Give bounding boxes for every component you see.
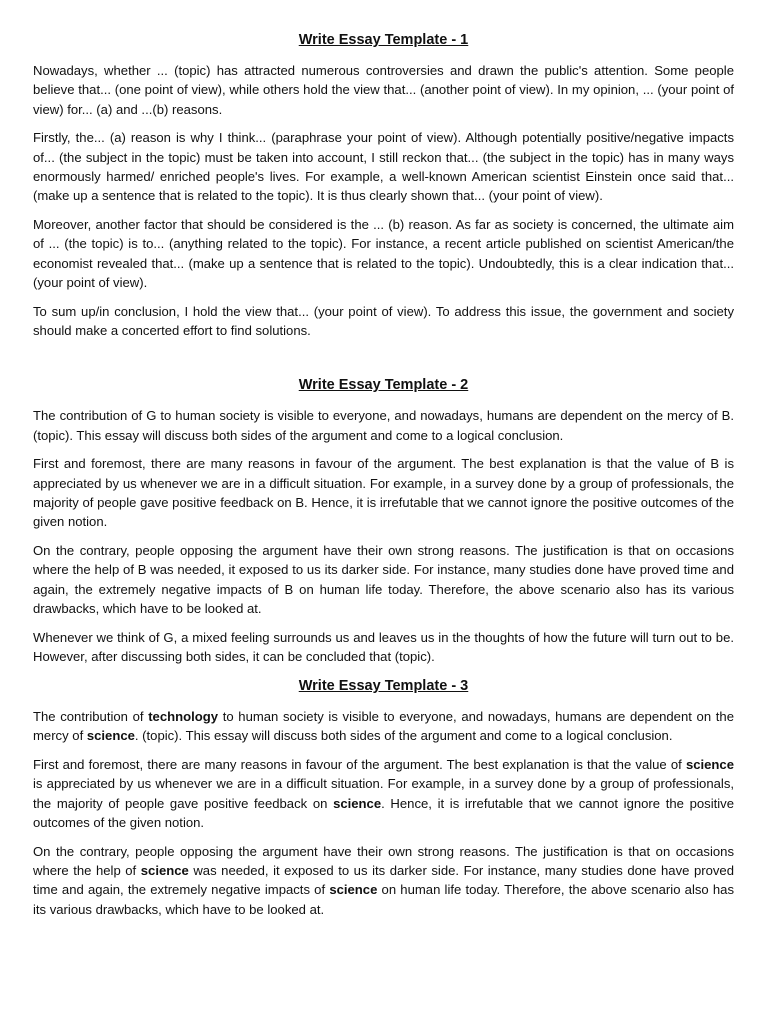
essay-template-3: [33, 676, 734, 919]
paragraph: [33, 628, 734, 667]
paragraph: [33, 454, 734, 531]
bold-keyword: science: [329, 882, 378, 898]
paragraph: [33, 755, 734, 832]
text-run: To sum up/in conclusion, I hold the view that... (your point of view). To address this issue, the government and society should make a concerted effort to find solutions.: [33, 303, 734, 339]
text-run: was needed, it exposed to us its darker side. For instance, many studies done have proved time and again, the extremely negative impacts of: [33, 863, 734, 898]
bold-keyword: science: [86, 728, 135, 744]
section-title: Write Essay Template - 2: [298, 377, 469, 394]
text-run: Nowadays, whether ... (topic) has attracted numerous controversies and drawn the public's attention. Some people believe that... (one point of view), while others hold the view that... (another point of view). In my opinion, ... (your point of view) for... (a) and ...(b) reasons.: [33, 63, 734, 117]
paragraph: [33, 302, 734, 341]
bold-keyword: science: [685, 757, 734, 773]
text-run: On the contrary, people opposing the argument have their own strong reasons. The justification is that on occasions where the help of B was needed, it exposed to us its darker side. For instance, many studies done have proved time and again, the extremely negative impacts of B on human life today. Therefore, the above scenario also has its various drawbacks, which have to be looked at.: [33, 543, 734, 617]
section-title: Write Essay Template - 3: [298, 677, 469, 694]
essay-template-1: [33, 30, 734, 340]
essay-template-2: [33, 375, 734, 666]
text-run: First and foremost, there are many reasons in favour of the argument. The best explanation is that the value of: [33, 757, 686, 773]
text-run: The contribution of G to human society is visible to everyone, and nowadays, humans are dependent on the mercy of B. (topic). This essay will discuss both sides of the argument and come to a logical conclusion.: [33, 408, 734, 443]
text-run: On the contrary, people opposing the argument have their own strong reasons. The justification is that on occasions where the help of: [33, 843, 734, 878]
text-run: is appreciated by us whenever we are in a difficult situation. For example, in a survey done by a group of professionals, the majority of people gave positive feedback on: [33, 776, 734, 811]
paragraph: [33, 541, 734, 618]
text-run: on human life today. Therefore, the above scenario also has its various drawbacks, which have to be looked at.: [33, 882, 734, 917]
text-run: Whenever we think of G, a mixed feeling surrounds us and leaves us in the thoughts of how the future will turn out to be. However, after discussing both sides, it can be concluded that (topic).: [33, 629, 734, 665]
bold-keyword: science: [140, 863, 189, 878]
paragraph: [33, 707, 734, 746]
bold-keyword: science: [333, 795, 382, 811]
text-run: Moreover, another factor that should be considered is the ... (b) reason. As far as society is concerned, the ultimate aim of ... (the topic) is to... (anything related to the topic). For instance, a recent article published on scientist American/the economist revealed that... (make up a sentence that is related to the topic). Undoubtedly, this is a clear indication that... (your point of view).: [33, 217, 734, 290]
paragraph: [33, 406, 734, 445]
text-run: . (topic). This essay will discuss both sides of the argument and come to a logical conclusion.: [134, 728, 673, 744]
paragraph: [33, 128, 734, 205]
text-run: . Hence, it is irrefutable that we cannot ignore the positive outcomes of the given notion.: [33, 795, 734, 830]
text-run: The contribution of: [33, 708, 149, 724]
paragraph: [33, 842, 734, 919]
paragraph: [33, 61, 734, 119]
text-run: to human society is visible to everyone, and nowadays, humans are dependent on the mercy of: [33, 708, 734, 744]
section-title: Write Essay Template - 1: [298, 32, 469, 48]
bold-keyword: technology: [148, 708, 219, 724]
paragraph: [33, 215, 734, 292]
text-run: Firstly, the... (a) reason is why I think... (paraphrase your point of view). Although potentially positive/negative impacts of... (the subject in the topic) must be taken into account, I still reckon that... (the subject in the topic) has in many ways enormously harmed/ enriched people's lives. For example, a well-known American scientist Einstein once said that... (make up a sentence that is related to the topic). It is thus clearly shown that... (your point of view).: [33, 130, 734, 204]
text-run: First and foremost, there are many reasons in favour of the argument. The best explanation is that the value of B is appreciated by us whenever we are in a difficult situation. For example, in a survey done by a group of professionals, the majority of people gave positive feedback on B. Hence, it is irrefutable that we cannot ignore the positive outcomes of the given notion.: [33, 456, 734, 530]
